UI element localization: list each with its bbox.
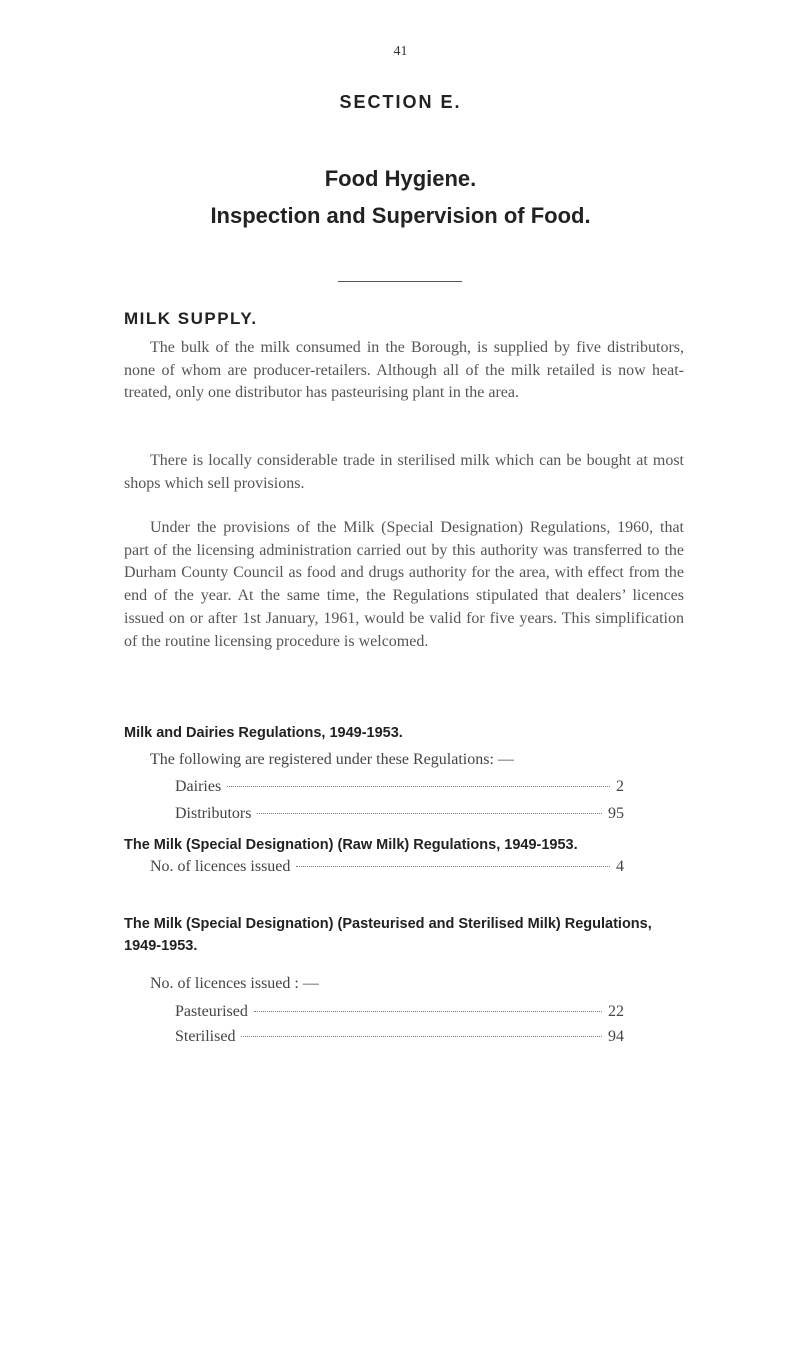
- divider: [338, 281, 462, 282]
- raw-milk-regulations-heading: The Milk (Special Designation) (Raw Milk) Regulations, 1949-1953.: [124, 837, 578, 853]
- table-row: [175, 778, 624, 796]
- table-row: [175, 805, 624, 823]
- row-label: No. of licences issued: [150, 858, 291, 875]
- row-label: Distributors: [175, 805, 252, 822]
- milk-supply-paragraph-2: There is locally considerable trade in sterilised milk which can be bought at most shops which sell provisions.: [124, 452, 684, 492]
- dot-leader: [227, 786, 610, 787]
- dot-leader: [296, 866, 610, 867]
- milk-supply-heading: MILK SUPPLY.: [124, 309, 258, 328]
- pasteurised-regulations-heading: The Milk (Special Designation) (Pasteurised and Sterilised Milk) Regulations, 1949-1953.: [124, 916, 652, 954]
- table-row: [175, 1003, 624, 1021]
- dairies-regulations-intro: The following are registered under these Regulations: —: [150, 751, 514, 768]
- section-label: SECTION E.: [339, 92, 462, 112]
- row-value: 4: [616, 858, 624, 875]
- page-subtitle: Inspection and Supervision of Food.: [210, 203, 591, 228]
- row-value: 22: [608, 1003, 624, 1020]
- page-number: 41: [393, 44, 408, 59]
- row-label: Sterilised: [175, 1028, 236, 1045]
- dairies-regulations-heading: Milk and Dairies Regulations, 1949-1953.: [124, 725, 403, 741]
- table-row: [150, 858, 624, 876]
- milk-supply-paragraph-3: Under the provisions of the Milk (Special Designation) Regulations, 1960, that part of the licensing administration carried out by this authority was transferred to the Durham County Council as food and drugs authority for the area, with effect from the end of the year. At the same time, the Regulations stipulated that dealers’ licences issued on or after 1st January, 1961, would be valid for five years. This simplification of the routine licensing procedure is welcomed.: [124, 519, 684, 650]
- row-value: 2: [616, 778, 624, 795]
- row-value: 94: [608, 1028, 624, 1045]
- dot-leader: [254, 1011, 602, 1012]
- row-label: Dairies: [175, 778, 222, 795]
- dot-leader: [257, 813, 602, 814]
- table-row: [175, 1028, 624, 1046]
- milk-supply-paragraph-1: The bulk of the milk consumed in the Borough, is supplied by five distributors, none of whom are producer-retailers. Although all of the milk retailed is now heat-treated, only one distributor has pasteurising plant in the area.: [124, 339, 684, 402]
- page-title: Food Hygiene.: [324, 166, 477, 191]
- dot-leader: [241, 1036, 602, 1037]
- row-value: 95: [608, 805, 624, 822]
- row-label: Pasteurised: [175, 1003, 248, 1020]
- pasteurised-regulations-intro: No. of licences issued : —: [150, 975, 319, 992]
